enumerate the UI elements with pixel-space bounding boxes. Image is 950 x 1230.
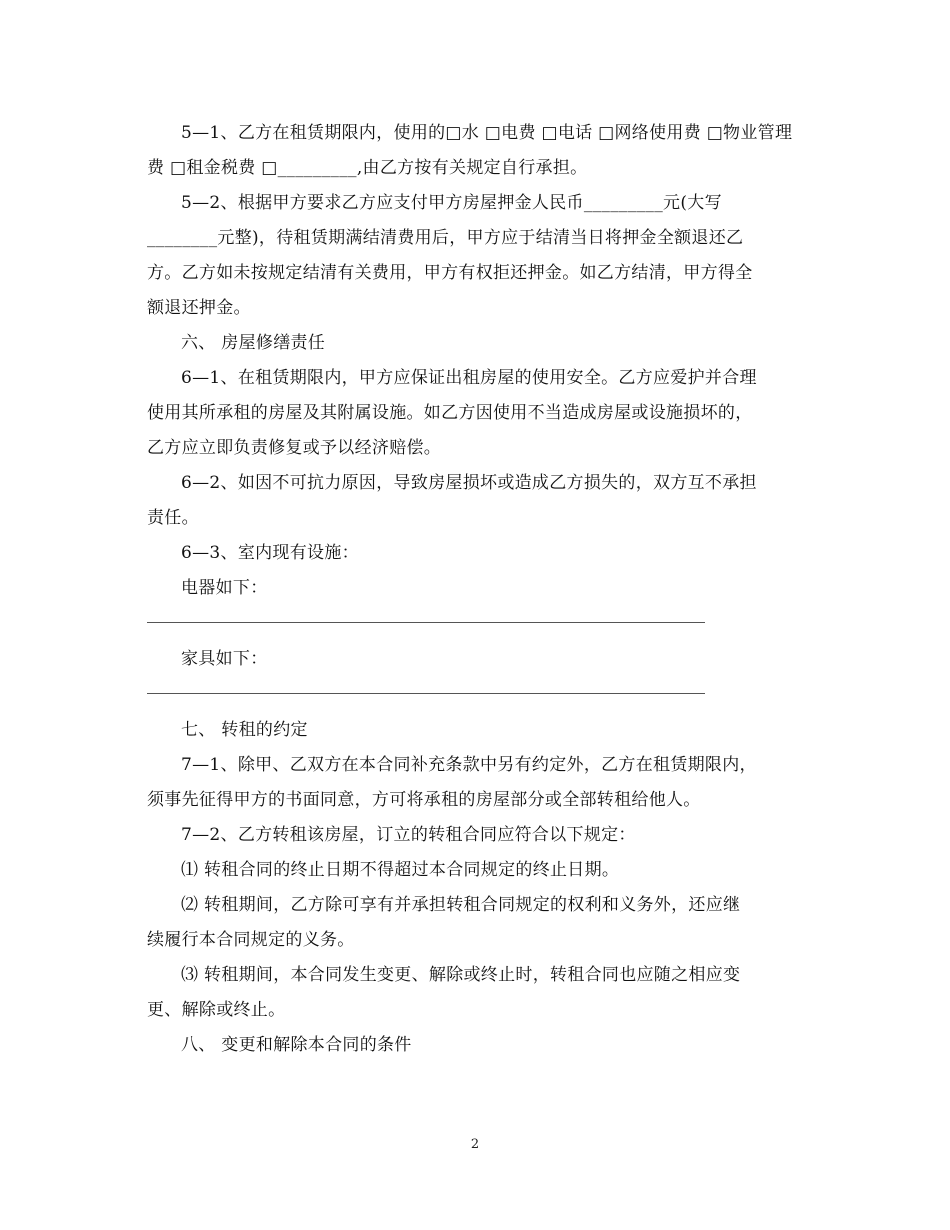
- item-3-line-2: 更、解除或终止。: [147, 1000, 286, 1020]
- clause-6-2-line-2: 责任。: [147, 508, 199, 528]
- clause-6-1-line-2: 使用其所承租的房屋及其附属设施。如乙方因使用不当造成房屋或设施损坏的，: [147, 403, 753, 423]
- section-7-heading: 七、 转租的约定: [181, 720, 308, 740]
- appliances-label: 电器如下：: [181, 578, 268, 598]
- section-8-heading: 八、 变更和解除本合同的条件: [181, 1035, 412, 1055]
- item-1: ⑴ 转租合同的终止日期不得超过本合同规定的终止日期。: [181, 860, 620, 880]
- clause-6-1-line-1: 6—1、在租赁期限内，甲方应保证出租房屋的使用安全。乙方应爱护并合理: [181, 368, 757, 388]
- clause-5-2-line-1: 5—2、根据甲方要求乙方应支付甲方房屋押金人民币_________元(大写: [181, 193, 722, 213]
- clause-6-2-line-1: 6—2、如因不可抗力原因，导致房屋损坏或造成乙方损失的，双方互不承担: [181, 473, 757, 493]
- page-number: 2: [470, 1137, 480, 1152]
- document-body: [147, 116, 807, 1063]
- fill-rule: [147, 622, 705, 623]
- clause-5-1-line-1: 5—1、乙方在租赁期限内，使用的□水 □电费 □电话 □网络使用费 □物业管理: [181, 123, 793, 143]
- section-6-heading: 六、 房屋修缮责任: [181, 333, 326, 353]
- item-2-line-1: ⑵ 转租期间，乙方除可享有并承担转租合同规定的权利和义务外，还应继: [181, 895, 741, 915]
- clause-7-2: 7—2、乙方转租该房屋，订立的转租合同应符合以下规定：: [181, 825, 636, 845]
- furniture-fill-line: [147, 677, 807, 713]
- appliances-fill-line: [147, 606, 807, 642]
- clause-7-1-line-1: 7—1、除甲、乙双方在本合同补充条款中另有约定外，乙方在租赁期限内，: [181, 755, 757, 775]
- item-3-line-1: ⑶ 转租期间，本合同发生变更、解除或终止时，转租合同也应随之相应变: [181, 965, 741, 985]
- fill-rule: [147, 693, 705, 694]
- clause-5-2-line-2: ________元整)，待租赁期满结清费用后，甲方应于结清当日将押金全额退还乙: [147, 228, 744, 248]
- clause-6-1-line-3: 乙方应立即负责修复或予以经济赔偿。: [147, 438, 442, 458]
- clause-6-3: 6—3、室内现有设施：: [181, 543, 359, 563]
- clause-7-1-line-2: 须事先征得甲方的书面同意，方可将承租的房屋部分或全部转租给他人。: [147, 790, 701, 810]
- clause-5-2-line-4: 额退还押金。: [147, 298, 251, 318]
- clause-5-1-line-2: 费 □租金税费 □_________,由乙方按有关规定自行承担。: [147, 158, 588, 178]
- clause-5-2-line-3: 方。乙方如未按规定结清有关费用，甲方有权拒还押金。如乙方结清，甲方得全: [147, 263, 753, 283]
- item-2-line-2: 续履行本合同规定的义务。: [147, 930, 355, 950]
- furniture-label: 家具如下：: [181, 649, 268, 669]
